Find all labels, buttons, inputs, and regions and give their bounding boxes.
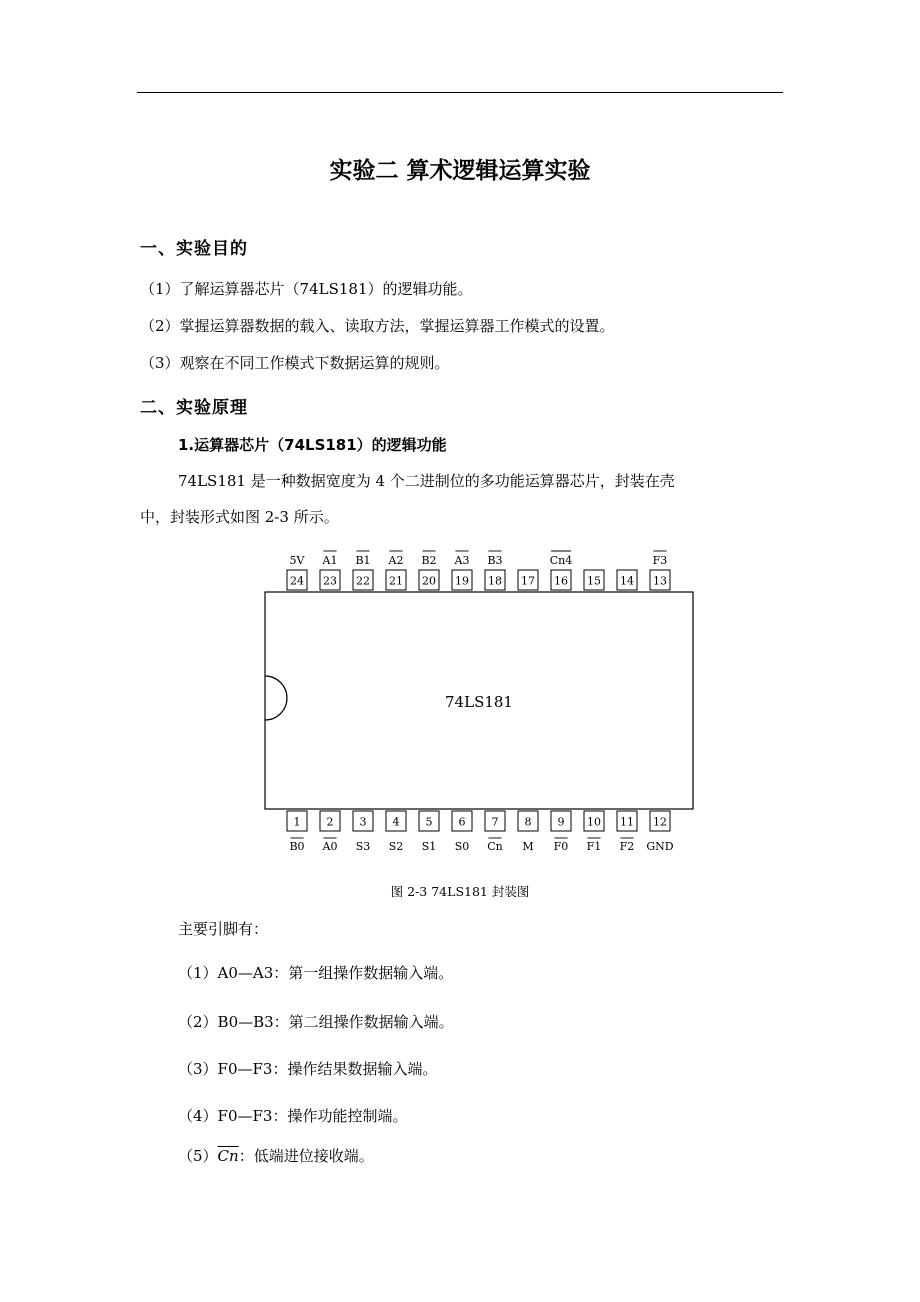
- pin-desc-5-rest: ：低端进位接收端。: [238, 1147, 374, 1165]
- chip-package-diagram: [0, 540, 920, 860]
- pin-number: 6: [458, 815, 466, 829]
- pin-label: F3: [652, 554, 668, 567]
- cn-symbol: $\overline{Cn}$: [217, 1147, 239, 1165]
- pin-label: F0: [553, 840, 569, 853]
- pin-number: 23: [323, 574, 337, 588]
- bottom-pin-10: [584, 811, 604, 853]
- page-title: 实验二 算术逻辑运算实验: [329, 158, 591, 184]
- pin-desc-5-prefix: （5）: [178, 1147, 218, 1165]
- pin-number: 4: [392, 815, 400, 829]
- top-pin-20: [419, 551, 439, 590]
- pin-number: 10: [587, 815, 601, 829]
- bottom-pin-9: [551, 811, 571, 853]
- header-rule: [137, 92, 783, 93]
- pin-label: S1: [421, 840, 437, 853]
- pin-desc-5: [178, 1145, 374, 1166]
- bottom-pin-11: [617, 811, 637, 853]
- pin-number: 8: [524, 815, 532, 829]
- pin-label: A0: [322, 840, 338, 853]
- pin-number: 2: [326, 815, 334, 829]
- objective-item-1: （1）了解运算器芯片（74LS181）的逻辑功能。: [140, 280, 473, 298]
- pin-number: 19: [455, 574, 469, 588]
- pin-label: F2: [619, 840, 635, 853]
- pin-desc-2: （2）B0—B3：第二组操作数据输入端。: [178, 1013, 454, 1031]
- pin-number: 3: [359, 815, 367, 829]
- objective-item-2: （2）掌握运算器数据的载入、读取方法，掌握运算器工作模式的设置。: [140, 317, 615, 335]
- top-pin-17: [518, 570, 538, 590]
- pin-number: 15: [587, 574, 601, 588]
- chip-notch: [265, 676, 287, 720]
- pin-label: B1: [355, 554, 371, 567]
- bottom-pin-2: [320, 811, 340, 853]
- pin-number: 12: [653, 815, 667, 829]
- pin-number: 5: [425, 815, 433, 829]
- pin-label: S3: [355, 840, 371, 853]
- figure-caption: 图 2-3 74LS181 封装图: [390, 884, 530, 899]
- section-1-heading: 一、实验目的: [140, 239, 248, 259]
- pin-label: Cn4: [549, 554, 573, 567]
- top-pin-15: [584, 570, 604, 590]
- bottom-pin-6: [452, 811, 472, 853]
- pin-number: 7: [491, 815, 499, 829]
- intro-line-2: 中，封装形式如图 2-3 所示。: [140, 508, 339, 526]
- pin-number: 20: [422, 574, 436, 588]
- pin-desc-3: （3）F0—F3：操作结果数据输入端。: [178, 1060, 438, 1078]
- top-pin-21: [386, 551, 406, 590]
- pin-desc-1: （1）A0—A3：第一组操作数据输入端。: [178, 964, 454, 982]
- top-pin-13: [650, 551, 670, 590]
- pin-number: 24: [290, 574, 304, 588]
- pin-label: B2: [421, 554, 437, 567]
- pin-number: 18: [488, 574, 502, 588]
- pin-label: F1: [586, 840, 602, 853]
- pin-desc-4: （4）F0—F3：操作功能控制端。: [178, 1107, 408, 1125]
- pin-label: M: [522, 840, 534, 853]
- bottom-pin-4: [386, 811, 406, 853]
- pin-number: 14: [620, 574, 634, 588]
- pin-number: 17: [521, 574, 535, 588]
- pin-number: 11: [620, 815, 634, 829]
- bottom-pin-8: [518, 811, 538, 853]
- pin-label: A3: [454, 554, 470, 567]
- pin-label: S0: [454, 840, 470, 853]
- pin-number: 1: [293, 815, 301, 829]
- top-pin-19: [452, 551, 472, 590]
- chip-label: 74LS181: [445, 693, 513, 711]
- top-pin-16: [550, 551, 573, 590]
- pin-label: B0: [289, 840, 305, 853]
- bottom-pin-7: [485, 811, 505, 853]
- top-pin-22: [353, 551, 373, 590]
- pin-number: 9: [557, 815, 565, 829]
- pin-number: 16: [554, 574, 568, 588]
- bottom-pin-5: [419, 811, 439, 853]
- pin-number: 21: [389, 574, 403, 588]
- pin-label: 5V: [289, 554, 305, 567]
- pin-number: 13: [653, 574, 667, 588]
- top-pin-23: [320, 551, 340, 590]
- pin-label: GND: [646, 840, 674, 853]
- section-2-heading: 二、实验原理: [140, 398, 248, 418]
- pin-label: B3: [487, 554, 503, 567]
- pin-label: S2: [388, 840, 404, 853]
- bottom-pin-12: [646, 811, 673, 853]
- intro-line-1: 74LS181 是一种数据宽度为 4 个二进制位的多功能运算器芯片，封装在壳: [178, 472, 675, 490]
- bottom-pin-1: [287, 811, 307, 853]
- pins-heading: 主要引脚有：: [178, 920, 269, 938]
- pin-label: Cn: [487, 840, 503, 853]
- pin-label: A1: [322, 554, 338, 567]
- pin-number: 22: [356, 574, 370, 588]
- objective-item-3: （3）观察在不同工作模式下数据运算的规则。: [140, 354, 450, 372]
- subsection-heading: 1.运算器芯片（74LS181）的逻辑功能: [178, 436, 447, 454]
- bottom-pin-3: [353, 811, 373, 853]
- top-pin-24: [287, 554, 307, 590]
- top-pin-14: [617, 570, 637, 590]
- top-pin-18: [485, 551, 505, 590]
- pin-label: A2: [388, 554, 404, 567]
